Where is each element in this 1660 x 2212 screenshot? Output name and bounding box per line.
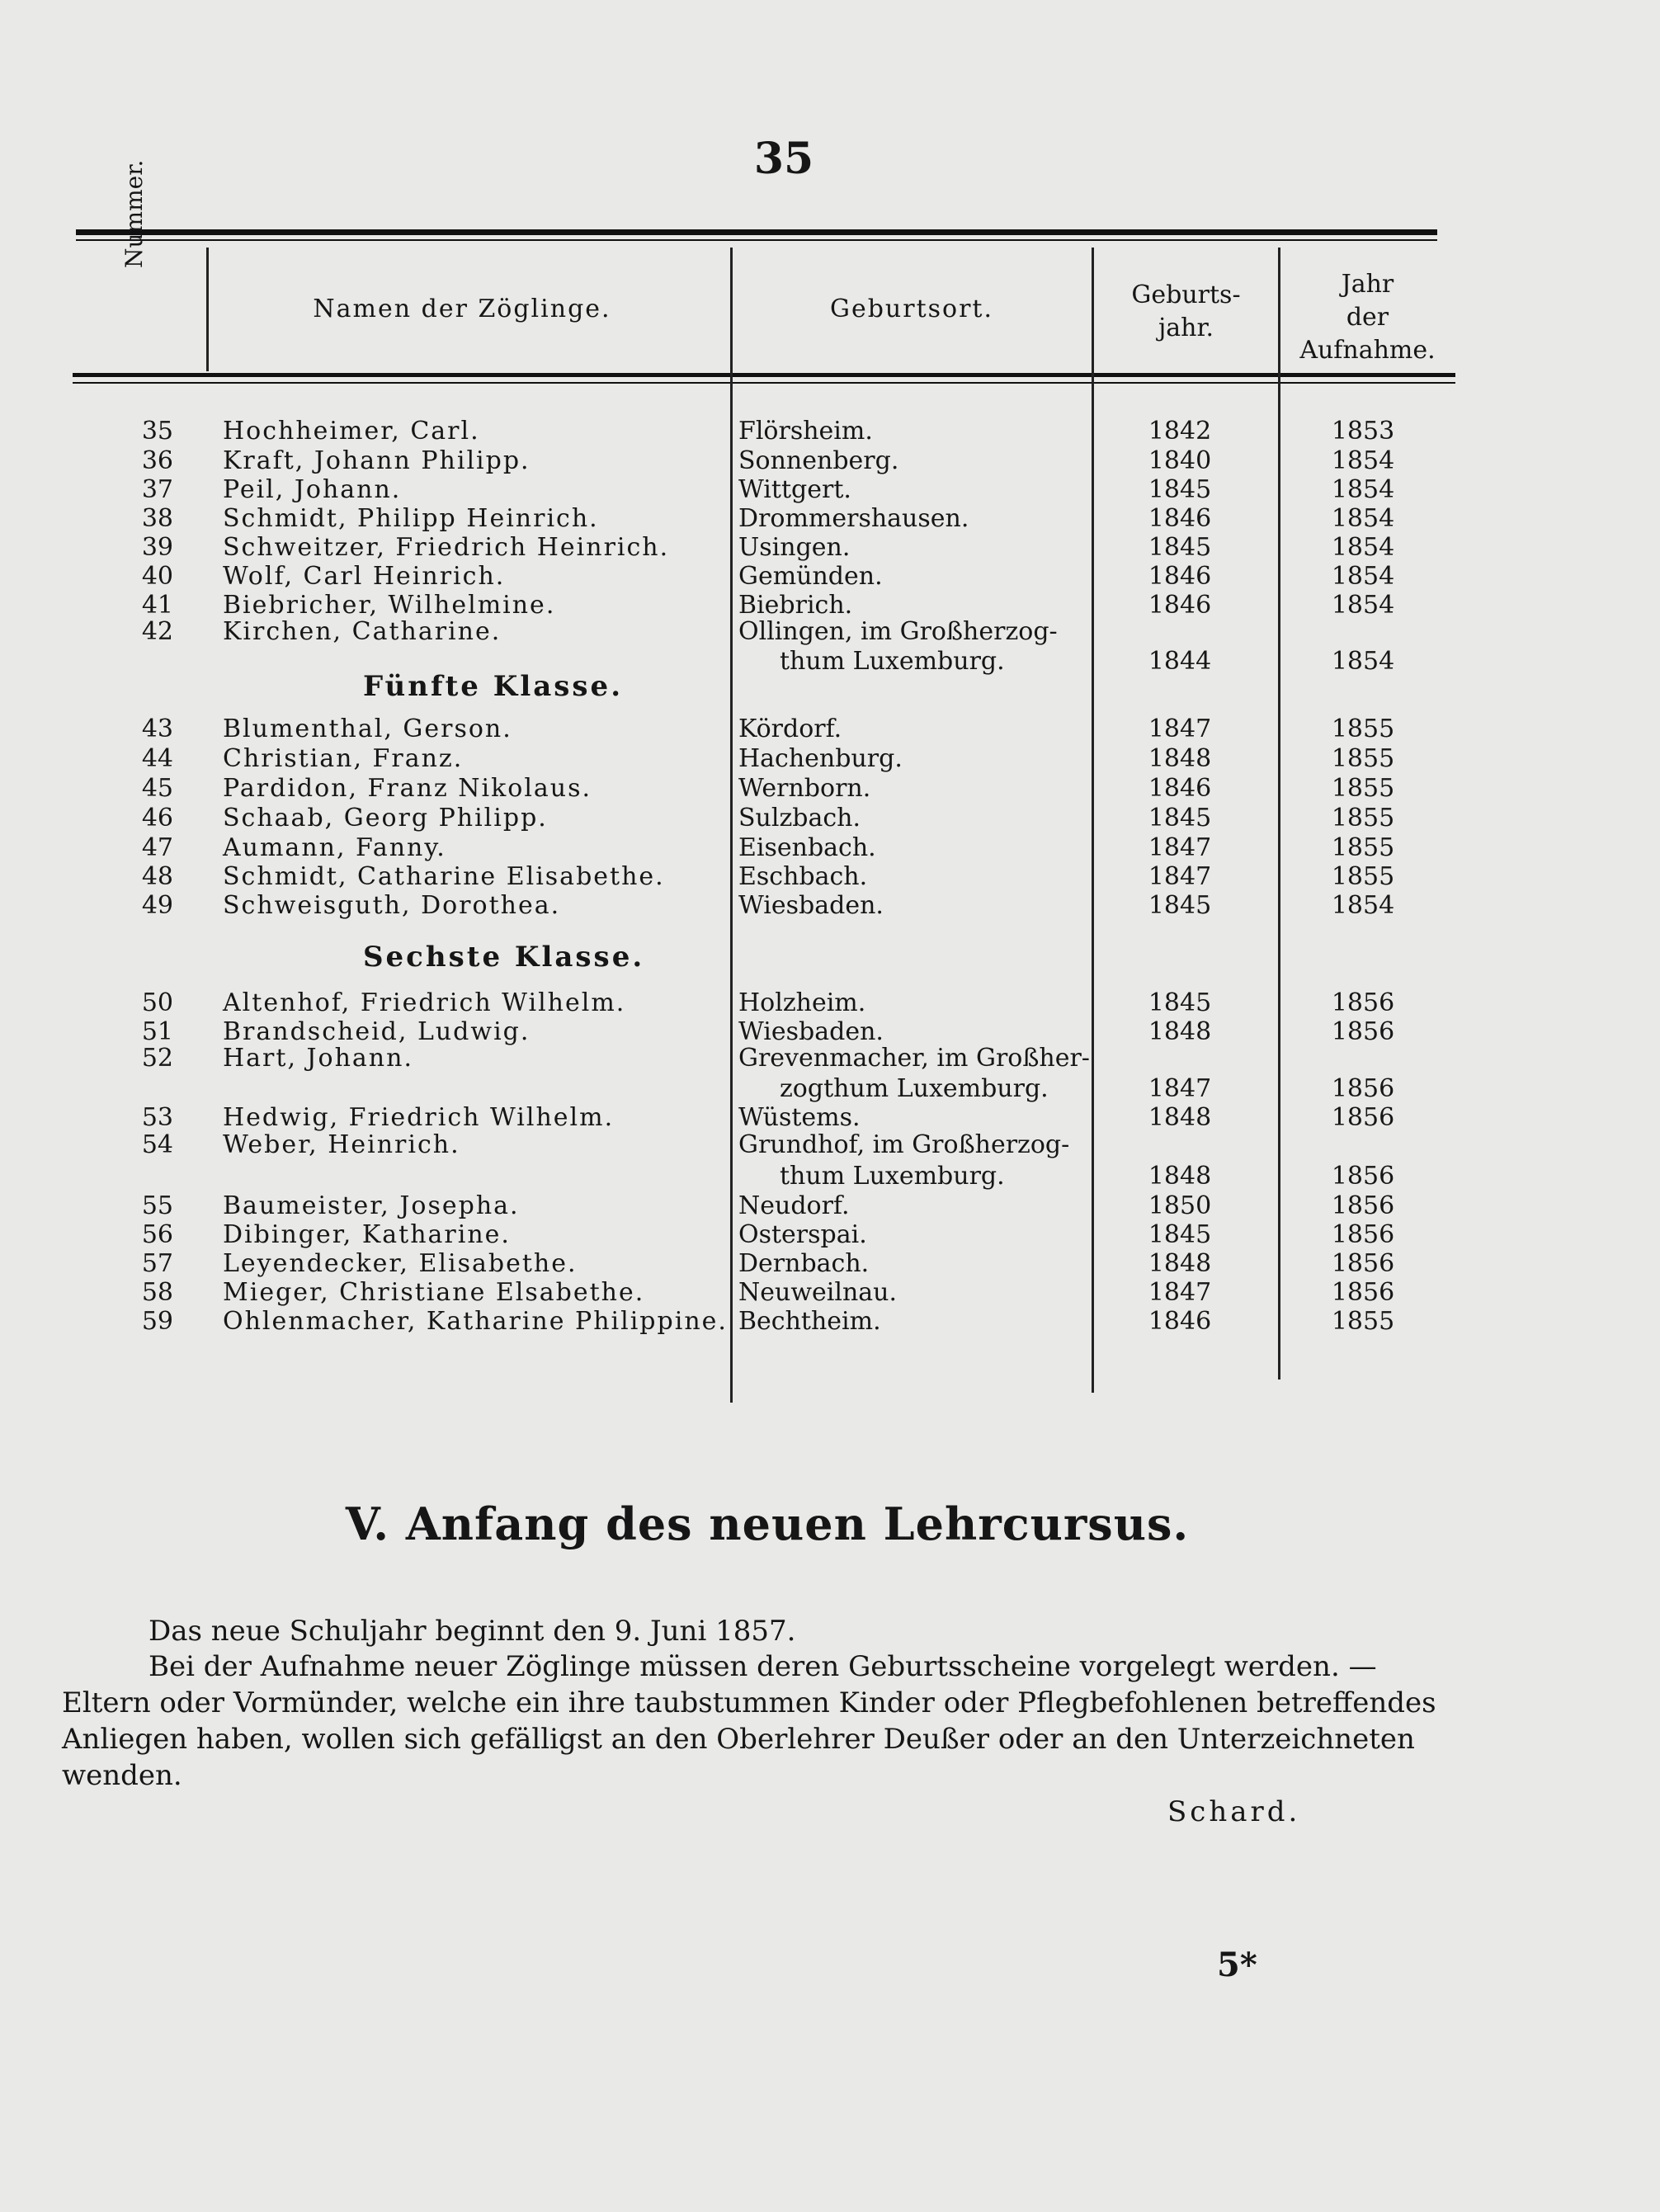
student-name: Brandscheid, Ludwig.	[223, 1017, 531, 1046]
class-heading: Fünfte Klasse.	[363, 670, 624, 703]
student-name: Mieger, Christiane Elsabethe.	[223, 1278, 645, 1307]
header-name: Namen der Zöglinge.	[313, 295, 611, 323]
row-number: 59	[141, 1307, 173, 1336]
birthplace: Sulzbach.	[738, 804, 861, 832]
row-number: 57	[141, 1249, 173, 1278]
paragraph: Bei der Aufnahme neuer Zöglinge müssen deren Geburtsscheine vorgelegt werden. — Eltern oder Vormünder, welche ein ihre taubstummen Kinder oder Pflegbefohlenen betreffendes Anliegen haben, wollen sich gefälligst an den Oberlehrer Deußer oder an den Unterzeichneten wenden.	[62, 1650, 1436, 1792]
admission-year: 1855	[1331, 715, 1395, 743]
birthplace-continuation: zogthum Luxemburg.	[780, 1074, 1049, 1103]
table-row	[0, 533, 1660, 563]
student-name: Baumeister, Josepha.	[223, 1191, 520, 1220]
row-number: 55	[141, 1191, 173, 1220]
birth-year: 1847	[1148, 715, 1212, 743]
admission-year: 1855	[1331, 744, 1395, 773]
table-row	[0, 1220, 1660, 1250]
row-number: 52	[141, 1044, 173, 1073]
table-row	[0, 744, 1660, 774]
birth-year: 1846	[1148, 562, 1212, 591]
birth-year: 1846	[1148, 591, 1212, 620]
birth-year: 1842	[1148, 417, 1212, 446]
birthplace: Eisenbach.	[738, 833, 876, 862]
row-number: 53	[141, 1103, 173, 1132]
birthplace: Neuweilnau.	[738, 1278, 898, 1307]
birthplace: Flörsheim.	[738, 417, 873, 446]
row-number: 51	[141, 1017, 173, 1046]
admission-year: 1854	[1331, 504, 1395, 533]
birth-year: 1848	[1148, 1249, 1212, 1278]
birth-year: 1847	[1148, 862, 1212, 891]
row-number: 40	[141, 562, 173, 591]
table-row-continuation	[0, 1162, 1660, 1191]
row-number: 39	[141, 533, 173, 562]
header-born-line2: jahr.	[1158, 314, 1214, 342]
table-row	[0, 446, 1660, 476]
admission-year: 1856	[1331, 1162, 1395, 1191]
birthplace: Drommershausen.	[738, 504, 969, 533]
student-name: Altenhof, Friedrich Wilhelm.	[223, 988, 626, 1017]
admission-year: 1854	[1331, 591, 1395, 620]
row-number: 43	[141, 715, 173, 743]
birthplace: Holzheim.	[738, 988, 866, 1017]
row-number: 46	[141, 804, 173, 832]
table-row	[0, 862, 1660, 892]
paragraph: Das neue Schuljahr beginnt den 9. Juni 1857.	[149, 1615, 796, 1648]
table-row	[0, 715, 1660, 744]
birthplace: Grevenmacher, im Großher-	[738, 1044, 1090, 1073]
page-number: 35	[753, 134, 814, 184]
admission-year: 1856	[1331, 1074, 1395, 1103]
class-heading: Sechste Klasse.	[363, 941, 645, 974]
row-number: 38	[141, 504, 173, 533]
birthplace: Usingen.	[738, 533, 851, 562]
birthplace: Ollingen, im Großherzog-	[738, 617, 1058, 646]
admission-year: 1853	[1331, 417, 1395, 446]
birthplace: Hachenburg.	[738, 744, 903, 773]
student-name: Blumenthal, Gerson.	[223, 715, 512, 743]
student-name: Christian, Franz.	[223, 744, 464, 773]
row-number: 44	[141, 744, 173, 773]
birthplace: Grundhof, im Großherzog-	[738, 1130, 1070, 1159]
birthplace: Biebrich.	[738, 591, 853, 620]
admission-year: 1854	[1331, 647, 1395, 676]
admission-year: 1856	[1331, 988, 1395, 1017]
student-name: Schweitzer, Friedrich Heinrich.	[223, 533, 670, 562]
birth-year: 1847	[1148, 1074, 1212, 1103]
student-name: Hedwig, Friedrich Wilhelm.	[223, 1103, 615, 1132]
row-number: 45	[141, 774, 173, 803]
birthplace: Wiesbaden.	[738, 891, 884, 920]
admission-year: 1854	[1331, 891, 1395, 920]
table-header-rule	[73, 373, 1455, 377]
birth-year: 1845	[1148, 988, 1212, 1017]
birth-year: 1846	[1148, 504, 1212, 533]
table-row	[0, 988, 1660, 1018]
student-name: Schweisguth, Dorothea.	[223, 891, 561, 920]
student-name: Pardidon, Franz Nikolaus.	[223, 774, 592, 803]
admission-year: 1855	[1331, 774, 1395, 803]
row-number: 41	[141, 591, 173, 620]
birth-year: 1848	[1148, 1162, 1212, 1191]
birth-year: 1848	[1148, 1017, 1212, 1046]
birth-year: 1845	[1148, 1220, 1212, 1249]
student-name: Ohlenmacher, Katharine Philippine.	[223, 1307, 728, 1336]
birthplace: Sonnenberg.	[738, 446, 899, 475]
table-row	[0, 804, 1660, 833]
signature: Schard.	[1167, 1795, 1301, 1828]
row-number: 49	[141, 891, 173, 920]
table-row	[0, 1103, 1660, 1133]
birth-year: 1847	[1148, 1278, 1212, 1307]
admission-year: 1855	[1331, 1307, 1395, 1336]
admission-year: 1855	[1331, 804, 1395, 832]
student-name: Aumann, Fanny.	[223, 833, 446, 862]
admission-year: 1854	[1331, 475, 1395, 504]
admission-year: 1856	[1331, 1017, 1395, 1046]
header-place: Geburtsort.	[829, 295, 994, 323]
table-row	[0, 1191, 1660, 1221]
signature-mark: 5*	[1217, 1946, 1257, 1984]
row-number: 42	[141, 617, 173, 646]
row-number: 48	[141, 862, 173, 891]
column-divider	[206, 248, 209, 371]
birthplace: Eschbach.	[738, 862, 868, 891]
admission-year: 1856	[1331, 1191, 1395, 1220]
birth-year: 1845	[1148, 891, 1212, 920]
birth-year: 1845	[1148, 804, 1212, 832]
birth-year: 1850	[1148, 1191, 1212, 1220]
birth-year: 1848	[1148, 1103, 1212, 1132]
admission-year: 1856	[1331, 1103, 1395, 1132]
header-born	[1097, 279, 1275, 345]
student-name: Leyendecker, Elisabethe.	[223, 1249, 578, 1278]
birthplace-continuation: thum Luxemburg.	[780, 647, 1005, 676]
student-name: Weber, Heinrich.	[223, 1130, 460, 1159]
birth-year: 1844	[1148, 647, 1212, 676]
table-row	[0, 617, 1660, 647]
row-number: 36	[141, 446, 173, 475]
header-adm-line2: der	[1346, 303, 1389, 332]
row-number: 54	[141, 1130, 173, 1159]
student-name: Schaab, Georg Philipp.	[223, 804, 548, 832]
row-number: 58	[141, 1278, 173, 1307]
admission-year: 1854	[1331, 562, 1395, 591]
birth-year: 1840	[1148, 446, 1212, 475]
admission-year: 1855	[1331, 862, 1395, 891]
birth-year: 1848	[1148, 744, 1212, 773]
header-born-line1: Geburts-	[1131, 281, 1241, 309]
header-adm-line3: Aufnahme.	[1299, 336, 1436, 365]
table-row	[0, 562, 1660, 592]
student-name: Schmidt, Philipp Heinrich.	[223, 504, 599, 533]
table-row	[0, 1249, 1660, 1279]
table-row	[0, 891, 1660, 921]
table-row	[0, 504, 1660, 534]
header-nummer: Nummer.	[120, 159, 148, 268]
birthplace: Dernbach.	[738, 1249, 870, 1278]
table-row	[0, 1044, 1660, 1073]
student-name: Biebricher, Wilhelmine.	[223, 591, 556, 620]
birth-year: 1845	[1148, 533, 1212, 562]
student-name: Hart, Johann.	[223, 1044, 413, 1073]
student-name: Hochheimer, Carl.	[223, 417, 480, 446]
birthplace: Neudorf.	[738, 1191, 850, 1220]
table-top-rule	[76, 229, 1437, 235]
admission-year: 1856	[1331, 1220, 1395, 1249]
table-row-continuation	[0, 1074, 1660, 1104]
birthplace-continuation: thum Luxemburg.	[780, 1162, 1005, 1191]
table-row	[0, 833, 1660, 863]
birthplace: Kördorf.	[738, 715, 842, 743]
row-number: 50	[141, 988, 173, 1017]
birth-year: 1846	[1148, 1307, 1212, 1336]
student-name: Wolf, Carl Heinrich.	[223, 562, 506, 591]
student-name: Schmidt, Catharine Elisabethe.	[223, 862, 665, 891]
birthplace: Wiesbaden.	[738, 1017, 884, 1046]
table-row	[0, 1017, 1660, 1047]
header-adm-line1: Jahr	[1341, 270, 1394, 299]
header-admission	[1283, 268, 1452, 367]
birth-year: 1846	[1148, 774, 1212, 803]
table-row-continuation	[0, 647, 1660, 677]
row-number: 47	[141, 833, 173, 862]
row-number: 35	[141, 417, 173, 446]
admission-year: 1856	[1331, 1249, 1395, 1278]
table-header-rule-thin	[73, 382, 1455, 384]
birthplace: Wittgert.	[738, 475, 851, 504]
table-row	[0, 417, 1660, 446]
table-row	[0, 774, 1660, 804]
admission-year: 1854	[1331, 533, 1395, 562]
table-row	[0, 1130, 1660, 1160]
table-row	[0, 475, 1660, 505]
row-number: 37	[141, 475, 173, 504]
birthplace: Wüstems.	[738, 1103, 861, 1132]
birthplace: Bechtheim.	[738, 1307, 881, 1336]
student-name: Kraft, Johann Philipp.	[223, 446, 531, 475]
admission-year: 1856	[1331, 1278, 1395, 1307]
birthplace: Wernborn.	[738, 774, 871, 803]
student-name: Peil, Johann.	[223, 475, 402, 504]
section-title: V. Anfang des neuen Lehrcursus.	[345, 1497, 1190, 1550]
table-top-rule-thin	[76, 239, 1437, 241]
table-row	[0, 1278, 1660, 1308]
admission-year: 1855	[1331, 833, 1395, 862]
birthplace: Gemünden.	[738, 562, 883, 591]
row-number: 56	[141, 1220, 173, 1249]
table-row	[0, 1307, 1660, 1337]
table-row	[0, 591, 1660, 620]
birth-year: 1847	[1148, 833, 1212, 862]
birthplace: Osterspai.	[738, 1220, 867, 1249]
birth-year: 1845	[1148, 475, 1212, 504]
student-name: Dibinger, Katharine.	[223, 1220, 511, 1249]
student-name: Kirchen, Catharine.	[223, 617, 502, 646]
admission-year: 1854	[1331, 446, 1395, 475]
